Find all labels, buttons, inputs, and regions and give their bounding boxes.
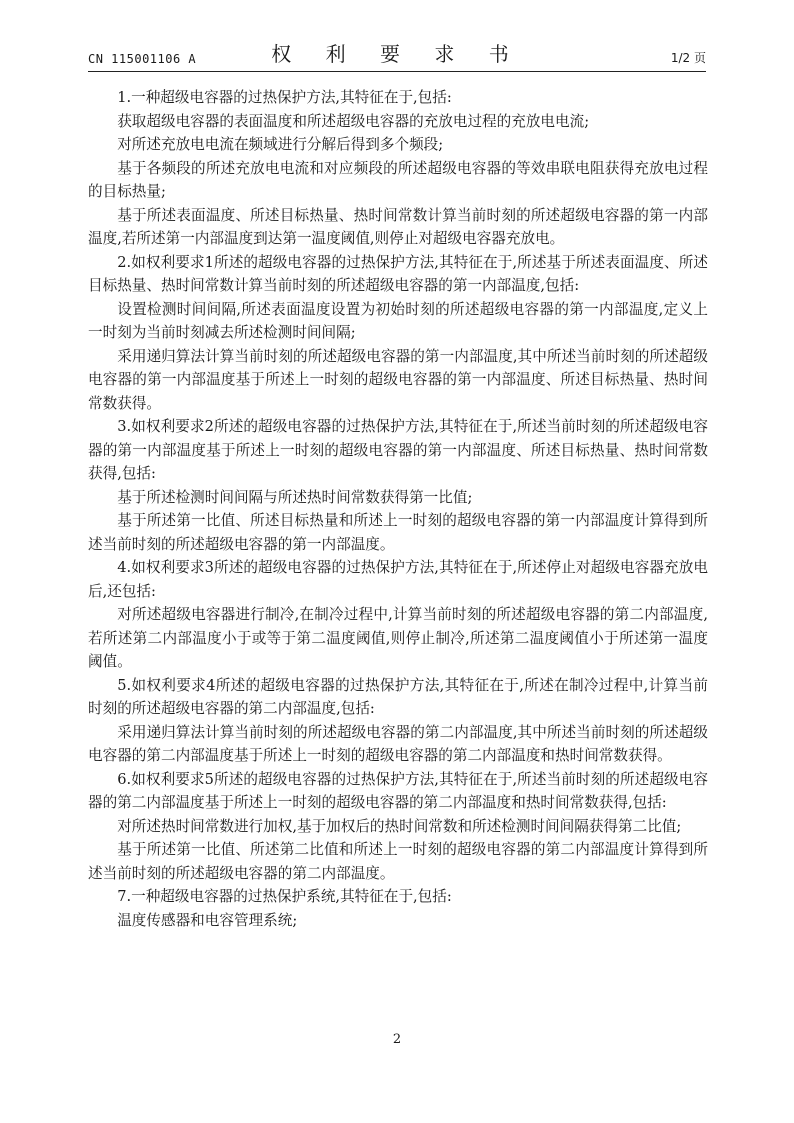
claim-paragraph: 采用递归算法计算当前时刻的所述超级电容器的第一内部温度,其中所述当前时刻的所述超级电容器的第一内部温度基于所述上一时刻的超级电容器的第一内部温度、所述目标热量、热时间常数获得。 [88,347,708,412]
claim-paragraph: 采用递归算法计算当前时刻的所述超级电容器的第二内部温度,其中所述当前时刻的所述超级电容器的第二内部温度基于所述上一时刻的超级电容器的第二内部温度和热时间常数获得。 [88,723,708,764]
claim-paragraph: 基于各频段的所述充放电电流和对应频段的所述超级电容器的等效串联电阻获得充放电过程的目标热量; [88,159,708,200]
claim-paragraph: 基于所述第一比值、所述目标热量和所述上一时刻的超级电容器的第一内部温度计算得到所述当前时刻的所述超级电容器的第一内部温度。 [88,512,708,553]
claim-paragraph: 5.如权利要求4所述的超级电容器的过热保护方法,其特征在于,所述在制冷过程中,计算当前时刻的所述超级电容器的第二内部温度,包括: [88,676,708,717]
claim-paragraph: 7.一种超级电容器的过热保护系统,其特征在于,包括: [117,888,452,905]
claim-paragraph: 6.如权利要求5所述的超级电容器的过热保护方法,其特征在于,所述当前时刻的所述超级电容器的第二内部温度基于所述上一时刻的超级电容器的第二内部温度和热时间常数获得,包括: [88,770,708,811]
claim-paragraph: 3.如权利要求2所述的超级电容器的过热保护方法,其特征在于,所述当前时刻的所述超级电容器的第一内部温度基于所述上一时刻的超级电容器的第一内部温度、所述目标热量、热时间常数获得,包括: [88,418,708,482]
header-rule [88,71,706,72]
claim-paragraph: 对所述热时间常数进行加权,基于加权后的热时间常数和所述检测时间间隔获得第二比值; [117,817,682,835]
claim-paragraph: 获取超级电容器的表面温度和所述超级电容器的充放电过程的充放电电流; [117,112,590,130]
claim-paragraph: 基于所述表面温度、所述目标热量、热时间常数计算当前时刻的所述超级电容器的第一内部温度,若所述第一内部温度到达第一温度阈值,则停止对超级电容器充放电。 [88,206,708,247]
claims-body [88,86,708,932]
claim-paragraph: 基于所述第一比值、所述第二比值和所述上一时刻的超级电容器的第二内部温度计算得到所述当前时刻的所述超级电容器的第二内部温度。 [88,841,708,882]
claim-paragraph: 对所述超级电容器进行制冷,在制冷过程中,计算当前时刻的所述超级电容器的第二内部温度,若所述第二内部温度小于或等于第二温度阈值,则停止制冷,所述第二温度阈值小于所述第一温度阈值。 [88,606,708,670]
publication-number: CN 115001106 A [88,52,197,66]
document-title: 权 利 要 求 书 [271,42,523,66]
claim-paragraph: 1.一种超级电容器的过热保护方法,其特征在于,包括: [117,89,452,106]
claim-paragraph: 4.如权利要求3所述的超级电容器的过热保护方法,其特征在于,所述停止对超级电容器充放电后,还包括: [88,559,708,600]
page-indicator: 1/2 页 [670,51,706,65]
page-header [88,38,706,72]
claim-paragraph: 设置检测时间间隔,所述表面温度设置为初始时刻的所述超级电容器的第一内部温度,定义上一时刻为当前时刻减去所述检测时间间隔; [88,300,708,341]
claim-paragraph: 温度传感器和电容管理系统; [117,911,298,929]
claim-paragraph: 2.如权利要求1所述的超级电容器的过热保护方法,其特征在于,所述基于所述表面温度、所述目标热量、热时间常数计算当前时刻的所述超级电容器的第一内部温度,包括: [88,253,708,294]
claim-paragraph: 对所述充放电电流在频域进行分解后得到多个频段; [117,136,444,153]
claim-paragraph: 基于所述检测时间间隔与所述热时间常数获得第一比值; [117,488,473,506]
page-number: 2 [392,1032,402,1047]
